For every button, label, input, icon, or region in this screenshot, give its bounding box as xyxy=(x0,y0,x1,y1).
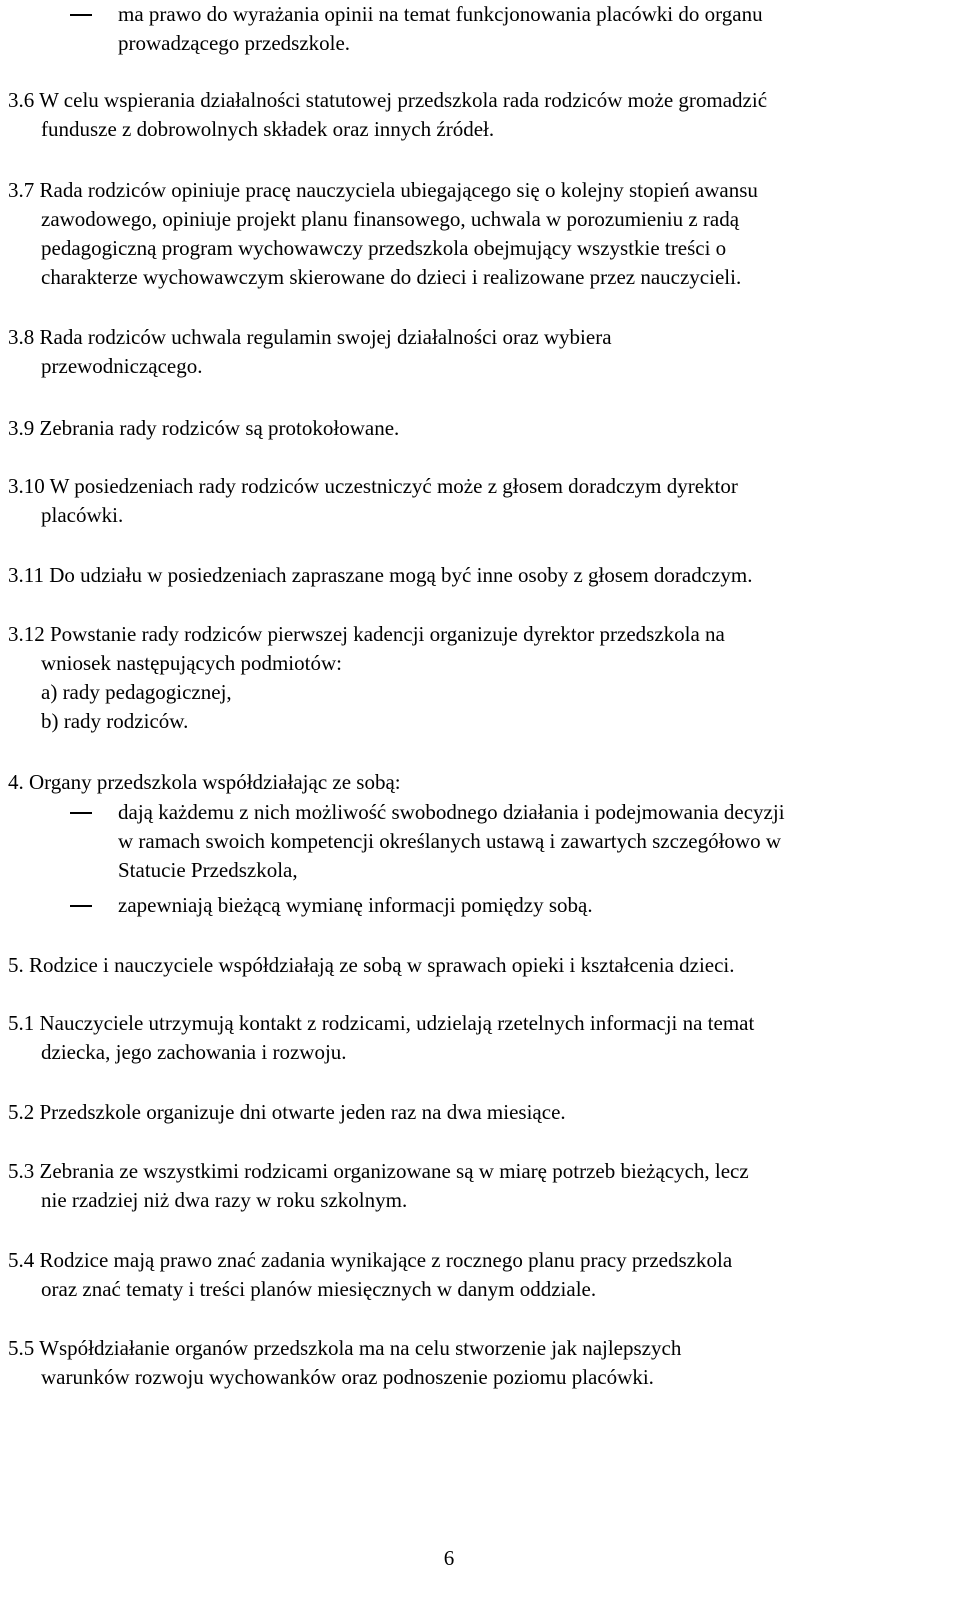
paragraph-line: fundusze z dobrowolnych składek oraz innych źródeł. xyxy=(41,117,495,141)
list-item: a) rady pedagogicznej, xyxy=(41,680,232,704)
paragraph-3-7 xyxy=(8,176,943,292)
paragraph-3-8 xyxy=(8,323,943,381)
paragraph-5-4 xyxy=(8,1246,943,1304)
bullet-line: dają każdemu z nich możliwość swobodnego działania i podejmowania decyzji xyxy=(118,800,785,824)
paragraph-3-12 xyxy=(8,620,943,736)
dash-marker xyxy=(70,14,92,16)
list-item: b) rady rodziców. xyxy=(41,709,189,733)
dash-marker xyxy=(70,812,92,814)
paragraph-line: 5.2 Przedszkole organizuje dni otwarte jeden raz na dwa miesiące. xyxy=(8,1100,566,1124)
paragraph-line: 5.3 Zebrania ze wszystkimi rodzicami organizowane są w miarę potrzeb bieżących, lecz xyxy=(8,1159,749,1183)
paragraph-line: przewodniczącego. xyxy=(41,354,203,378)
paragraph-line: 3.9 Zebrania rady rodziców są protokołowane. xyxy=(8,416,400,440)
paragraph-line: 5. Rodzice i nauczyciele współdziałają ze sobą w sprawach opieki i kształcenia dzieci. xyxy=(8,953,735,977)
paragraph-5-3 xyxy=(8,1157,943,1215)
paragraph-line: oraz znać tematy i treści planów miesięcznych w danym oddziale. xyxy=(41,1277,597,1301)
paragraph-line: wniosek następujących podmiotów: xyxy=(41,651,342,675)
paragraph-line: 3.10 W posiedzeniach rady rodziców uczestniczyć może z głosem doradczym dyrektor xyxy=(8,474,738,498)
paragraph-3-10 xyxy=(8,472,943,530)
bullet-item xyxy=(70,798,950,885)
paragraph-line: zawodowego, opiniuje projekt planu finansowego, uchwala w porozumieniu z radą xyxy=(41,207,740,231)
paragraph-line: 3.12 Powstanie rady rodziców pierwszej kadencji organizuje dyrektor przedszkola na xyxy=(8,622,725,646)
paragraph-line: 4. Organy przedszkola współdziałając ze sobą: xyxy=(8,770,401,794)
bullet-line: w ramach swoich kompetencji określanych ustawą i zawartych szczegółowo w xyxy=(118,829,782,853)
paragraph-line: nie rzadziej niż dwa razy w roku szkolnym. xyxy=(41,1188,408,1212)
paragraph-line: placówki. xyxy=(41,503,124,527)
bullet-line: prowadzącego przedszkole. xyxy=(118,31,351,55)
bullet-line: zapewniają bieżącą wymianę informacji pomiędzy sobą. xyxy=(118,893,593,917)
paragraph-3-6 xyxy=(8,86,943,144)
paragraph-line: 5.4 Rodzice mają prawo znać zadania wynikające z rocznego planu pracy przedszkola xyxy=(8,1248,733,1272)
paragraph-3-9 xyxy=(8,414,943,443)
paragraph-5 xyxy=(8,951,943,980)
paragraph-line: 3.7 Rada rodziców opiniuje pracę nauczyciela ubiegającego się o kolejny stopień awansu xyxy=(8,178,758,202)
dash-marker xyxy=(70,905,92,907)
paragraph-3-11 xyxy=(8,561,943,590)
paragraph-line: 5.1 Nauczyciele utrzymują kontakt z rodzicami, udzielają rzetelnych informacji na temat xyxy=(8,1011,755,1035)
paragraph-5-2 xyxy=(8,1098,943,1127)
page-number: 6 xyxy=(443,1546,455,1570)
paragraph-line: 3.6 W celu wspierania działalności statutowej przedszkola rada rodziców może gromadzić xyxy=(8,88,768,112)
paragraph-line: dziecka, jego zachowania i rozwoju. xyxy=(41,1040,347,1064)
paragraph-5-5 xyxy=(8,1334,943,1392)
bullet-item xyxy=(70,891,950,920)
bullet-line: ma prawo do wyrażania opinii na temat funkcjonowania placówki do organu xyxy=(118,2,763,26)
bullet-line: Statucie Przedszkola, xyxy=(118,858,298,882)
bullet-item xyxy=(70,0,950,58)
paragraph-line: warunków rozwoju wychowanków oraz podnoszenie poziomu placówki. xyxy=(41,1365,654,1389)
paragraph-line: 3.8 Rada rodziców uchwala regulamin swojej działalności oraz wybiera xyxy=(8,325,612,349)
paragraph-5-1 xyxy=(8,1009,943,1067)
paragraph-line: pedagogiczną program wychowawczy przedszkola obejmujący wszystkie treści o xyxy=(41,236,727,260)
paragraph-line: charakterze wychowawczym skierowane do dzieci i realizowane przez nauczycieli. xyxy=(41,265,742,289)
paragraph-line: 3.11 Do udziału w posiedzeniach zapraszane mogą być inne osoby z głosem doradczym. xyxy=(8,563,753,587)
paragraph-line: 5.5 Współdziałanie organów przedszkola ma na celu stworzenie jak najlepszych xyxy=(8,1336,682,1360)
paragraph-4 xyxy=(8,768,943,797)
